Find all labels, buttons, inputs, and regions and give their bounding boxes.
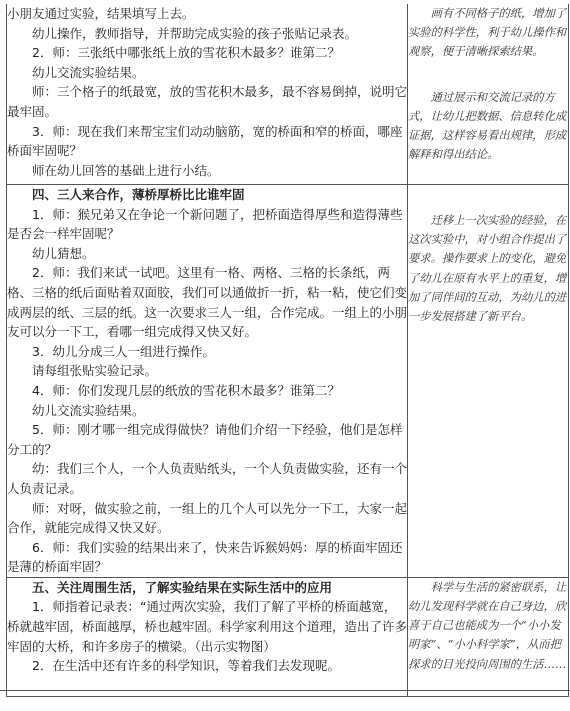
paragraph: 幼儿猜想。: [32, 245, 95, 261]
commentary-cell: [408, 185, 569, 578]
paragraph: 师：对呀，做实验之前，一组上的几个人可以先分一下工，大家一起合作，就能完成得又快又好。: [7, 500, 408, 536]
lesson-plan-table: [6, 4, 569, 697]
paragraph: 幼儿操作，教师指导，并帮助完成实验的孩子张贴记录表。: [32, 25, 358, 41]
commentary: 科学与生活的紧密联系，让幼儿发现科学就在自己身边，欣喜于自己也能成为一个“小小发明家”、“小小科学家”，从而把探求的目光投向周围的生活……: [408, 580, 567, 671]
paragraph: 师：三个格子的纸最宽，放的雪花积木最多，最不容易倒掉，说明它最牢固。: [7, 84, 408, 119]
paragraph: 5．师：刚才哪一组完成得做快？请他们介绍一下经验，他们是怎样分工的？: [7, 422, 403, 457]
paragraph: 3．幼儿分成三人一组进行操作。: [32, 343, 215, 359]
paragraph: 1．师：猴兄弟又在争论一个新问题了，把桥面造得厚些和造得薄些是否会一样牢固呢？: [7, 206, 403, 242]
paragraph: 小朋友通过实验，结果填写上去。: [7, 6, 195, 21]
paragraph: 师在幼儿回答的基础上进行小结。: [32, 162, 220, 178]
table-row: [7, 577, 569, 696]
paragraph: 4．师：你们发现几层的纸放的雪花积木最多？谁第二？: [32, 382, 340, 398]
paragraph: 3．师：现在我们来帮宝宝们动动脑筋，宽的桥面和窄的桥面，哪座桥面牢固呢？: [7, 123, 403, 159]
table-row: [7, 4, 569, 185]
commentary: 画有不同格子的纸，增加了实验的科学性，利于幼儿操作和观察，便于清晰探索结果。: [408, 7, 567, 59]
commentary-cell: [408, 577, 569, 696]
paragraph: 2．师：我们来试一试吧。这里有一格、两格、三格的长条纸，两格、三格的纸后面贴着双面胶，我们可以通做折一折，粘一粘，使它们变成两层的纸、三层的纸。这一次要求三人一组，合作完成。一组上的小朋友可以分一下工，看哪一组完成得又快又好。: [7, 265, 408, 340]
paragraph: 6．师：我们实验的结果出来了，快来告诉猴妈妈：厚的桥面牢固还是薄的桥面牢固？: [7, 539, 403, 575]
activity-cell: [7, 4, 408, 185]
section-heading: 四、三人来合作，薄桥厚桥比比谁牢固: [32, 187, 245, 202]
paragraph: 幼儿交流实验结果。: [32, 64, 145, 80]
paragraph: 请每组张贴实验记录。: [32, 363, 158, 379]
paragraph: 1．师指着记录表：“通过两次实验，我们了解了平桥的桥面越宽，桥就越牢固，桥面越厚，桥也越牢固。科学家利用这个道理，造出了许多牢固的大桥，和许多房子的横梁。（出示实物图）: [7, 599, 408, 654]
table-row: [7, 185, 569, 578]
paragraph: 幼：我们三个人，一个人负责贴纸头，一个人负责做实验，还有一个人负责记录。: [7, 461, 408, 496]
paragraph: 幼儿交流实验结果。: [32, 402, 145, 418]
paragraph: 2．在生活中还有许多的科学知识，等着我们去发现呢。: [32, 658, 340, 674]
commentary-cell: [408, 4, 569, 185]
paragraph: 2．师：三张纸中哪张纸上放的雪花积木最多？谁第二？: [32, 45, 340, 61]
commentary: 迁移上一次实验的经验，在这次实验中，对小组合作提出了要求。操作要求上的变化，避免了幼儿在原有水平上的重复，增加了同伴间的互动，为幼儿的进一步发展搭建了新平台。: [408, 214, 567, 324]
commentary: 通过展示和交流记录的方式，让幼儿把数据、信息转化成证据，这样容易看出规律，形成解释和得出结论。: [408, 90, 567, 162]
activity-cell: [7, 185, 408, 578]
section-heading: 五、关注周围生活，了解实验结果在实际生活中的应用: [32, 579, 333, 595]
bottom-rule: [0, 690, 570, 691]
activity-cell: [7, 577, 408, 696]
